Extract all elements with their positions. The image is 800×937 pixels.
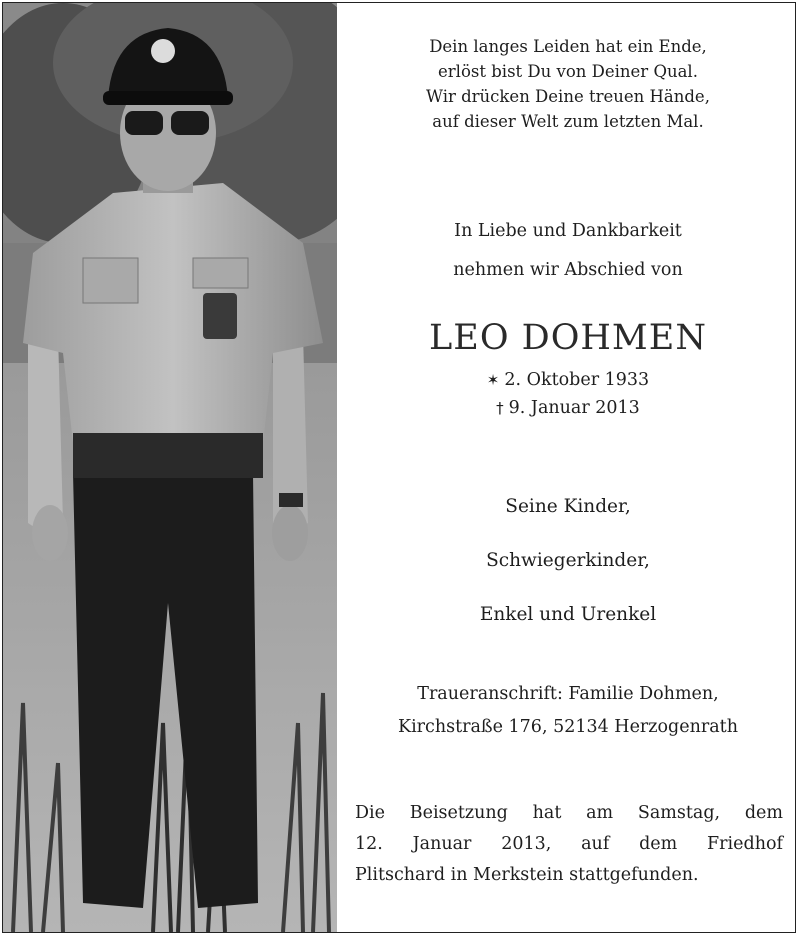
birth-date: 2. Oktober 1933 [504, 370, 650, 390]
mourning-address [345, 678, 791, 744]
deceased-name: LEO DOHMEN [429, 318, 707, 358]
obituary-text-column [345, 0, 791, 937]
death-date: 9. Januar 2013 [508, 398, 640, 418]
life-dates [345, 366, 791, 422]
burial-line: Die Beisetzung hat am Samstag, dem [355, 803, 783, 823]
mourners-list [345, 480, 791, 642]
burial-line: Plitschard in Merkstein stattgefunden. [355, 865, 699, 885]
birth-date-line [345, 366, 791, 394]
poem-line: Wir drücken Deine treuen Hände, [426, 87, 710, 106]
address-line-2: Kirchstraße 176, 52134 Herzogenrath [398, 717, 738, 737]
farewell-line-2: nehmen wir Abschied von [453, 260, 683, 280]
mourner-line: Schwiegerkinder, [486, 550, 650, 571]
burial-notice [355, 798, 783, 891]
farewell-text [345, 212, 791, 290]
memorial-poem [345, 34, 791, 134]
poem-line: erlöst bist Du von Deiner Qual. [438, 62, 698, 81]
birth-star-icon: ✶ [486, 371, 500, 389]
farewell-line-1: In Liebe und Dankbarkeit [454, 221, 682, 241]
burial-line: 12. Januar 2013, auf dem Friedhof [355, 834, 783, 854]
poem-line: auf dieser Welt zum letzten Mal. [432, 112, 704, 131]
mourner-line: Enkel und Urenkel [479, 604, 657, 625]
death-date-line [345, 394, 791, 422]
mourner-line: Seine Kinder, [505, 496, 631, 517]
address-line-1: Traueranschrift: Familie Dohmen, [417, 684, 719, 704]
poem-line: Dein langes Leiden hat ein Ende, [429, 37, 707, 56]
portrait-photo [3, 3, 337, 932]
death-cross-icon: † [496, 399, 504, 417]
